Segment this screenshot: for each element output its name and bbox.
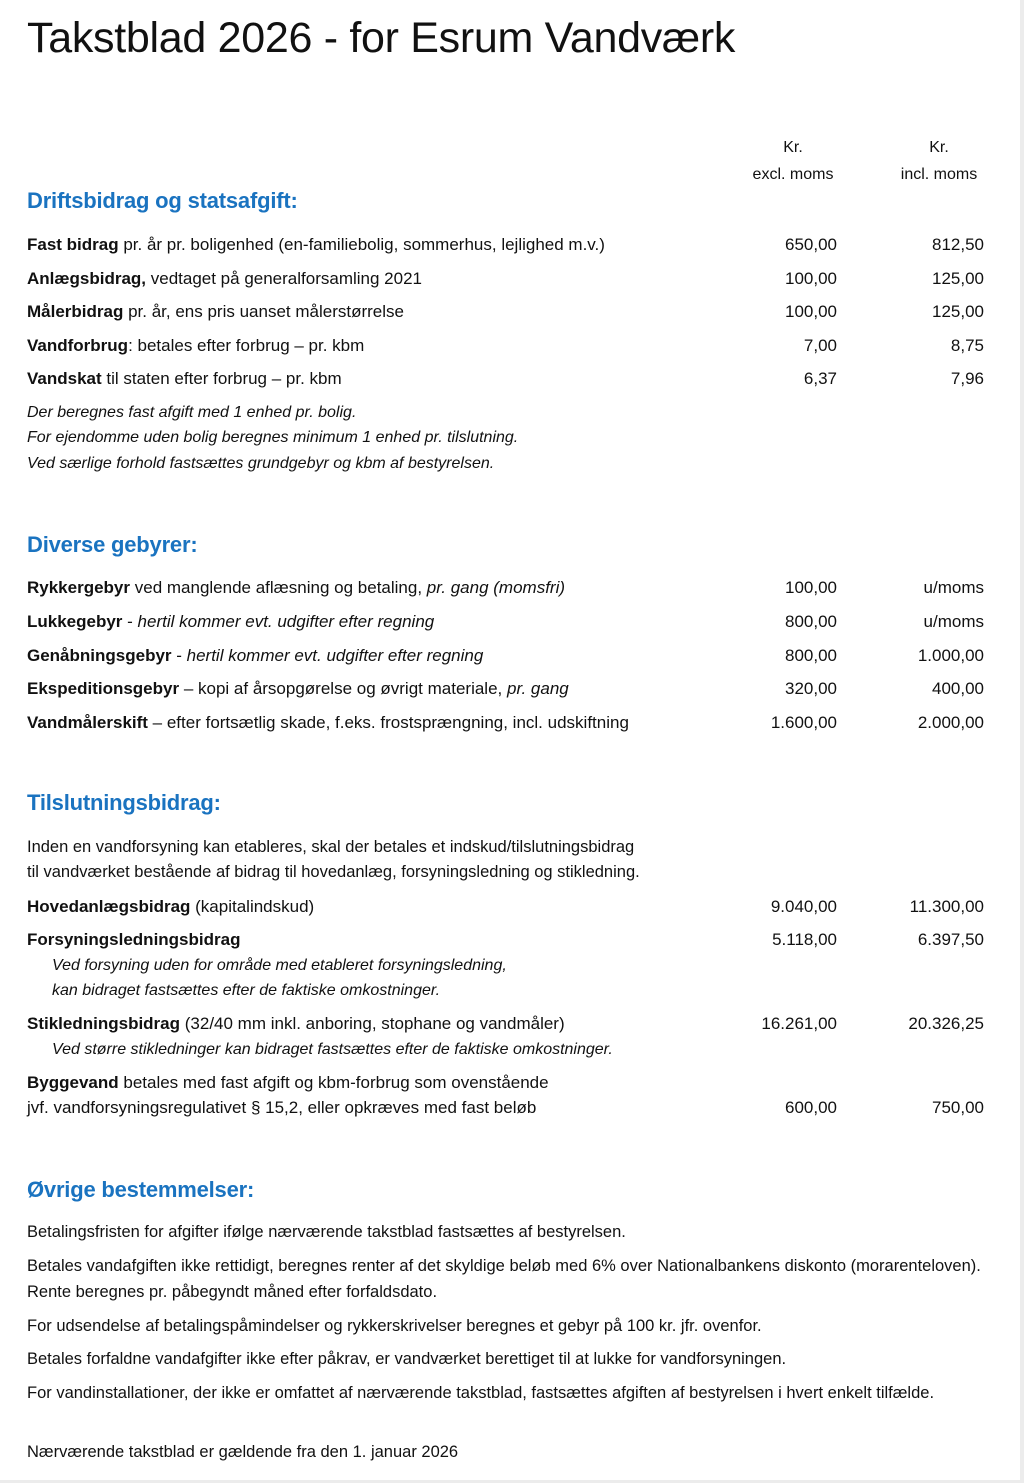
- price-incl-moms: 812,50: [932, 235, 984, 254]
- fee-name: Vandmålerskift: [27, 713, 148, 732]
- price-incl-moms: 125,00: [932, 269, 984, 288]
- price-excl-moms: 650,00: [785, 235, 837, 254]
- price-excl-moms: 100,00: [785, 269, 837, 288]
- note-line: For ejendomme uden bolig beregnes minimum 1 enhed pr. tilslutning.: [27, 429, 519, 446]
- fee-row-byggevand-line2: [27, 1095, 987, 1121]
- fee-description: (32/40 mm inkl. anboring, stophane og vandmåler): [180, 1014, 565, 1033]
- price-incl-moms: 400,00: [932, 679, 984, 698]
- fee-name: Fast bidrag: [27, 235, 119, 254]
- section-heading-oevrige-bestemmelser: Øvrige bestemmelser:: [27, 1177, 255, 1202]
- price-excl-moms: 800,00: [785, 646, 837, 665]
- fee-row-vandskat: [27, 366, 987, 392]
- note-line: Ved særlige forhold fastsættes grundgebyr og kbm af bestyrelsen.: [27, 455, 495, 472]
- column-header-excl-currency: Kr.: [783, 139, 803, 156]
- page-title: Takstblad 2026 - for Esrum Vandværk: [27, 14, 736, 62]
- price-excl-moms: 320,00: [785, 679, 837, 698]
- fee-name: Anlægsbidrag,: [27, 269, 147, 288]
- price-incl-moms: 7,96: [950, 369, 984, 388]
- fee-name: Forsyningsledningsbidrag: [27, 930, 241, 949]
- price-excl-moms: 600,00: [785, 1098, 837, 1117]
- column-header-excl-moms: [738, 134, 848, 188]
- fee-name: Vandskat: [27, 369, 102, 388]
- page-edge-right: [1020, 0, 1024, 1483]
- fee-remark: pr. gang: [506, 679, 569, 698]
- price-incl-moms: 1.000,00: [917, 646, 984, 665]
- price-excl-moms: 9.040,00: [770, 897, 837, 916]
- fee-name: Genåbningsgebyr: [27, 646, 172, 665]
- price-incl-moms: 2.000,00: [917, 713, 984, 732]
- fee-name: Lukkegebyr: [27, 612, 123, 631]
- fee-name: Vandforbrug: [27, 336, 129, 355]
- fee-name: Byggevand: [27, 1073, 119, 1092]
- price-incl-moms: 750,00: [932, 1098, 984, 1117]
- price-excl-moms: 7,00: [803, 336, 837, 355]
- fee-description: ved manglende aflæsning og betaling,: [130, 578, 427, 597]
- intro-line: til vandværket bestående af bidrag til hovedanlæg, forsyningsledning og stikledning.: [27, 863, 640, 881]
- fee-name: Hovedanlægsbidrag: [27, 897, 191, 916]
- section-heading-tilslutningsbidrag: Tilslutningsbidrag:: [27, 790, 221, 815]
- fee-remark: pr. gang (momsfri): [426, 578, 566, 597]
- fee-remark: hertil kommer evt. udgifter efter regning: [186, 646, 484, 665]
- fee-row-maalerbidrag: [27, 299, 987, 325]
- fee-name: Stikledningsbidrag: [27, 1014, 181, 1033]
- fee-description: vedtaget på generalforsamling 2021: [146, 269, 422, 288]
- note-line: kan bidraget fastsættes efter de faktiske omkostninger.: [52, 982, 441, 999]
- fee-row-hovedanlaegsbidrag: [27, 894, 987, 920]
- fee-row-vandmaalerskift: [27, 710, 987, 736]
- column-header-incl-currency: Kr.: [929, 139, 949, 156]
- price-excl-moms: 1.600,00: [770, 713, 837, 732]
- fee-description: jvf. vandforsyningsregulativet § 15,2, eller opkræves med fast beløb: [27, 1098, 537, 1117]
- fee-row-rykkergebyr: [27, 575, 987, 601]
- price-incl-moms: 11.300,00: [909, 897, 984, 916]
- fee-description: (kapitalindskud): [190, 897, 315, 916]
- price-excl-moms: 6,37: [803, 369, 837, 388]
- price-incl-moms: 20.326,25: [908, 1014, 984, 1033]
- fee-row-byggevand-line1: [27, 1070, 987, 1096]
- fee-row-vandforbrug: [27, 333, 987, 359]
- fee-row-forsyningsledningsbidrag: [27, 927, 987, 953]
- price-incl-moms: 125,00: [932, 302, 984, 321]
- price-incl-moms: u/moms: [923, 578, 984, 597]
- provision-paragraph: For vandinstallationer, der ikke er omfattet af nærværende takstblad, fastsættes afgiften af bestyrelsen i hvert enkelt tilfælde.: [27, 1384, 935, 1402]
- price-incl-moms: 6.397,50: [917, 930, 984, 949]
- column-header-incl-label: incl. moms: [900, 166, 978, 183]
- provision-paragraph: Betales vandafgiften ikke rettidigt, beregnes renter af det skyldige beløb med 6% over Nationalbankens diskonto (morarenteloven). Rente beregnes pr. påbegyndt måned efter forfaldsdato.: [27, 1257, 981, 1301]
- section-heading-diverse-gebyrer: Diverse gebyrer:: [27, 532, 198, 557]
- fee-description: betales med fast afgift og kbm-forbrug som ovenstående: [118, 1073, 549, 1092]
- section-heading-driftsbidrag: Driftsbidrag og statsafgift:: [27, 188, 298, 213]
- fee-row-lukkegebyr: [27, 609, 987, 635]
- fee-row-anlaegsbidrag: [27, 266, 987, 292]
- note-line: Ved større stikledninger kan bidraget fastsættes efter de faktiske omkostninger.: [52, 1041, 613, 1058]
- effective-date-note: Nærværende takstblad er gældende fra den 1. januar 2026: [27, 1443, 459, 1461]
- fee-row-genaabningsgebyr: [27, 643, 987, 669]
- fee-row-fast-bidrag: [27, 232, 987, 258]
- fee-row-stikledningsbidrag: [27, 1011, 987, 1037]
- provision-paragraph: For udsendelse af betalingspåmindelser og rykkerskrivelser beregnes et gebyr på 100 kr. jfr. ovenfor.: [27, 1317, 762, 1335]
- fee-name: Rykkergebyr: [27, 578, 131, 597]
- price-excl-moms: 800,00: [785, 612, 837, 631]
- intro-line: Inden en vandforsyning kan etableres, skal der betales et indskud/tilslutningsbidrag: [27, 838, 635, 856]
- price-incl-moms: 8,75: [950, 336, 984, 355]
- fee-description: til staten efter forbrug – pr. kbm: [101, 369, 342, 388]
- provision-paragraph: Betalingsfristen for afgifter ifølge nærværende takstblad fastsættes af bestyrelsen.: [27, 1223, 626, 1241]
- fee-name: Målerbidrag: [27, 302, 124, 321]
- fee-description: : betales efter forbrug – pr. kbm: [128, 336, 365, 355]
- note-line: Der beregnes fast afgift med 1 enhed pr. bolig.: [27, 404, 357, 421]
- price-incl-moms: u/moms: [923, 612, 984, 631]
- fee-remark: hertil kommer evt. udgifter efter regning: [137, 612, 435, 631]
- column-header-excl-label: excl. moms: [752, 166, 834, 183]
- note-line: Ved forsyning uden for område med etableret forsyningsledning,: [52, 957, 507, 974]
- price-excl-moms: 100,00: [785, 302, 837, 321]
- fee-description: – efter fortsætlig skade, f.eks. frostsprængning, incl. udskiftning: [147, 713, 629, 732]
- fee-name: Ekspeditionsgebyr: [27, 679, 180, 698]
- fee-description: pr. år, ens pris uanset målerstørrelse: [123, 302, 404, 321]
- fee-description: pr. år pr. boligenhed (en-familiebolig, sommerhus, lejlighed m.v.): [118, 235, 605, 254]
- fee-row-ekspeditionsgebyr: [27, 676, 987, 702]
- column-header-incl-moms: [884, 134, 994, 188]
- provision-paragraph: Betales forfaldne vandafgifter ikke efter påkrav, er vandværket berettiget til at lukke for vandforsyningen.: [27, 1350, 787, 1368]
- fee-description: -: [171, 646, 187, 665]
- price-excl-moms: 5.118,00: [772, 930, 837, 949]
- fee-description: – kopi af årsopgørelse og øvrigt materiale,: [179, 679, 507, 698]
- price-excl-moms: 100,00: [785, 578, 837, 597]
- price-excl-moms: 16.261,00: [761, 1014, 837, 1033]
- fee-description: -: [122, 612, 138, 631]
